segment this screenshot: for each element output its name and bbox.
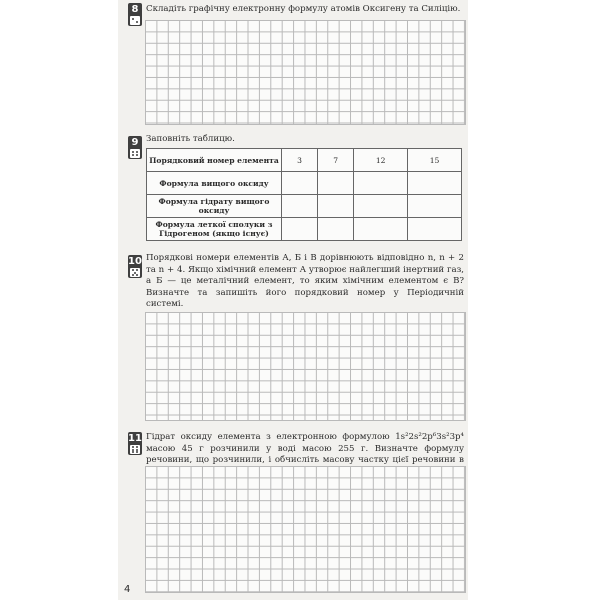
page-number: 4 [124,584,131,595]
table-row [147,218,462,241]
table-answer-cell[interactable] [282,172,318,195]
difficulty-dice-icon [130,149,140,158]
table-answer-cell[interactable] [408,218,462,241]
difficulty-dice-icon [130,268,140,277]
table-header-cell: 15 [408,149,462,172]
task-9-badge [128,136,142,159]
table-answer-cell[interactable] [318,172,354,195]
table-row [147,195,462,218]
table-answer-cell[interactable] [282,218,318,241]
table-row-label: Формула леткої сполуки з Гідрогеном (якщо існує) [147,218,282,241]
table-header-cell: 12 [354,149,408,172]
table-header-cell: 7 [318,149,354,172]
table-answer-cell[interactable] [408,172,462,195]
table-answer-cell[interactable] [318,218,354,241]
table-answer-cell[interactable] [354,172,408,195]
task-11-text: Гідрат оксиду елемента з електронною формулою 1s²2s²2p⁶3s²3p⁴ масою 45 г розчинили у воді масою 255 г. Визначте формулу речовини, що розчинили, і обчисліть масову частку цієї речовини в [146,432,464,466]
task-11-number: 11 [128,433,142,444]
task-10-text: Порядкові номери елементів А, Б і В дорівнюють відповідно n, n + 2 та n + 4. Якщо хімічний елемент А утворює найлегший інертний газ, а Б — це металічний елемент, то яким хімічним елементом є В? Визначте та запишіть його порядковий номер у Періодичній системі. [146,253,464,310]
table-answer-cell[interactable] [354,218,408,241]
table-header-cell: 3 [282,149,318,172]
task-11-badge [128,432,142,455]
table-answer-cell[interactable] [282,195,318,218]
difficulty-dice-icon [130,445,140,454]
task-8-answer-grid[interactable] [145,20,466,125]
task-8-badge [128,3,142,26]
task-8-text: Складіть графічну електронну формулу атомів Оксигену та Силіцію. [146,4,461,14]
table-header-row [147,149,462,172]
table-row [147,172,462,195]
task-11-answer-grid[interactable] [145,466,466,593]
table-answer-cell[interactable] [408,195,462,218]
task-8-number: 8 [131,4,139,15]
task-9-text: Заповніть таблицю. [146,134,235,144]
task-10-answer-grid[interactable] [145,312,466,421]
table-answer-cell[interactable] [318,195,354,218]
task-10-number: 10 [128,256,142,267]
table-row-label: Формула вищого оксиду [147,172,282,195]
task-9-number: 9 [131,137,139,148]
difficulty-dice-icon [130,16,140,25]
table-row-label: Формула гідрату вищого оксиду [147,195,282,218]
table-header-label: Порядковий номер елемента [147,149,282,172]
task-9-table [146,148,462,241]
table-answer-cell[interactable] [354,195,408,218]
task-10-badge [128,255,142,278]
